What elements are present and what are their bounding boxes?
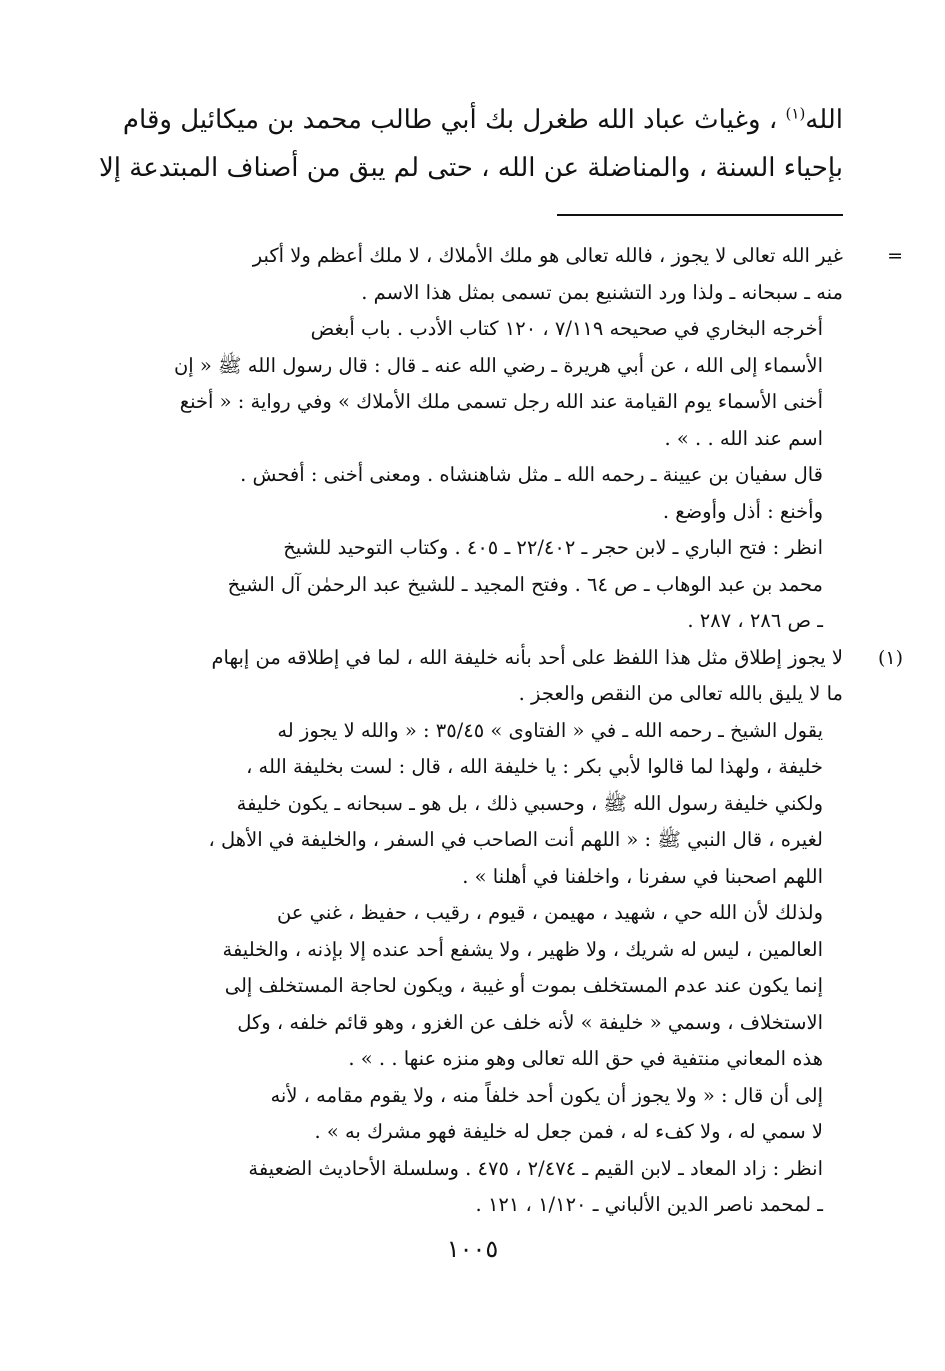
page-number: ١٠٠٥ [446, 1235, 499, 1263]
footnote-line: خليفة ، ولهذا لما قالوا لأبي بكر : يا خليفة الله ، قال : لست بخليفة الله ، [246, 755, 823, 778]
footnote-marker: (١) [877, 646, 903, 669]
footnote-line: انظر : فتح الباري ـ لابن حجر ـ ٢٢/٤٠٢ ـ ٤٠٥ . وكتاب التوحيد للشيخ [283, 536, 823, 559]
footnote-line: أخرجه البخاري في صحيحه ٧/١١٩ ، ١٢٠ كتاب الأدب . باب أبغض [310, 317, 823, 340]
footnote-separator [557, 214, 843, 216]
footnote-paragraph [131, 895, 843, 1078]
footnotes [131, 238, 903, 1224]
footnote-paragraph [131, 1151, 843, 1224]
footnote-line: محمد بن عبد الوهاب ـ ص ٦٤ . وفتح المجيد ـ للشيخ عبد الرحمٰن آل الشيخ [227, 572, 823, 596]
footnote-line: انظر : زاد المعاد ـ لابن القيم ـ ٢/٤٧٤ ، ٤٧٥ . وسلسلة الأحاديث الضعيفة [248, 1156, 823, 1180]
footnote-line: اسم عند الله . . » . [664, 426, 823, 450]
footnote-line: الأسماء إلى الله ، عن أبي هريرة ـ رضي الله عنه ـ قال : قال رسول الله ﷺ « إن [173, 353, 823, 377]
footnote-line: ولكني خليفة رسول الله ﷺ ، وحسبي ذلك ، بل هو ـ سبحانه ـ يكون خليفة [236, 791, 823, 815]
footnote-line: يقول الشيخ ـ رحمه الله ـ في « الفتاوى » ٣٥/٤٥ : « والله لا يجوز له [277, 718, 823, 742]
footnote-line: ـ لمحمد ناصر الدين الألباني ـ ١/١٢٠ ، ١٢١ . [475, 1193, 823, 1216]
main-text-word: الله [805, 105, 843, 135]
footnote-line: هذه المعاني منتفية في حق الله تعالى وهو منزه عنها . . » . [348, 1047, 823, 1070]
footnote-paragraph [131, 1078, 843, 1151]
footnote-line: العالمين ، ليس له شريك ، ولا ظهير ، ولا يشفع أحد عنده إلا بإذنه ، والخليفة [222, 937, 823, 961]
main-text-line [122, 96, 843, 144]
footnote-line: لا يجوز إطلاق مثل هذا اللفظ على أحد بأنه خليفة الله ، لما في إطلاقه من إبهام [211, 645, 843, 669]
footnote [131, 238, 903, 640]
footnote-reference: (١) [785, 104, 806, 123]
footnote-line: منه ـ سبحانه ـ ولذا ورد التشنيع بمن تسمى بمثل هذا الاسم . [361, 280, 843, 304]
footnote-line: ما لا يليق بالله تعالى من النقص والعجز . [518, 682, 843, 705]
main-text-line: بإحياء السنة ، والمناضلة عن الله ، حتى لم يبق من أصناف المبتدعة إلا [98, 153, 843, 183]
footnote-paragraph [131, 311, 843, 457]
footnote-paragraph [131, 640, 843, 713]
main-text-segment: ، وغياث عباد الله طغرل بك أبي طالب محمد بن ميكائيل وقام [122, 105, 786, 135]
footnote-line: اللهم اصحبنا في سفرنا ، واخلفنا في أهلنا » . [462, 864, 823, 888]
footnote-line: غير الله تعالى لا يجوز ، فالله تعالى هو ملك الأملاك ، لا ملك أعظم ولا أكبر [252, 244, 843, 267]
footnote-line: ولذلك لأن الله حي ، شهيد ، مهيمن ، قيوم ، رقيب ، حفيظ ، غني عن [276, 901, 823, 924]
footnote-paragraph [131, 238, 843, 311]
footnote-line: وأخنع : أذل وأوضع . [662, 499, 823, 523]
footnote-line: أخنى الأسماء يوم القيامة عند الله رجل تسمى ملك الأملاك » وفي رواية : « أخنع [179, 390, 823, 413]
footnote-line: ـ ص ٢٨٦ ، ٢٨٧ . [687, 609, 823, 632]
footnote-paragraph [131, 713, 843, 896]
footnote-line: إنما يكون عند عدم المستخلف بموت أو غيبة ، ويكون لحاجة المستخلف إلى [224, 974, 823, 997]
footnote-marker: = [887, 245, 903, 267]
footnote-line: قال سفيان بن عيينة ـ رحمه الله ـ مثل شاهنشاه . ومعنى أخنى : أفحش . [240, 463, 823, 486]
footnote-line: إلى أن قال : « ولا يجوز أن يكون أحد خلفاً منه ، ولا يقوم مقامه ، لأنه [270, 1083, 823, 1107]
main-text [98, 96, 843, 192]
footnote-line: لغيره ، قال النبي ﷺ : « اللهم أنت الصاحب في السفر ، والخليفة في الأهل ، [208, 828, 823, 851]
footnote-line: لا سمي له ، ولا كفء له ، فمن جعل له خليفة فهو مشرك به » . [314, 1120, 823, 1143]
footnote-paragraph [131, 457, 843, 530]
footnote [131, 640, 903, 1224]
footnote-paragraph [131, 530, 843, 640]
footnote-line: الاستخلاف ، وسمي « خليفة » لأنه خلف عن الغزو ، وهو قائم خلفه ، وكل [237, 1010, 823, 1034]
